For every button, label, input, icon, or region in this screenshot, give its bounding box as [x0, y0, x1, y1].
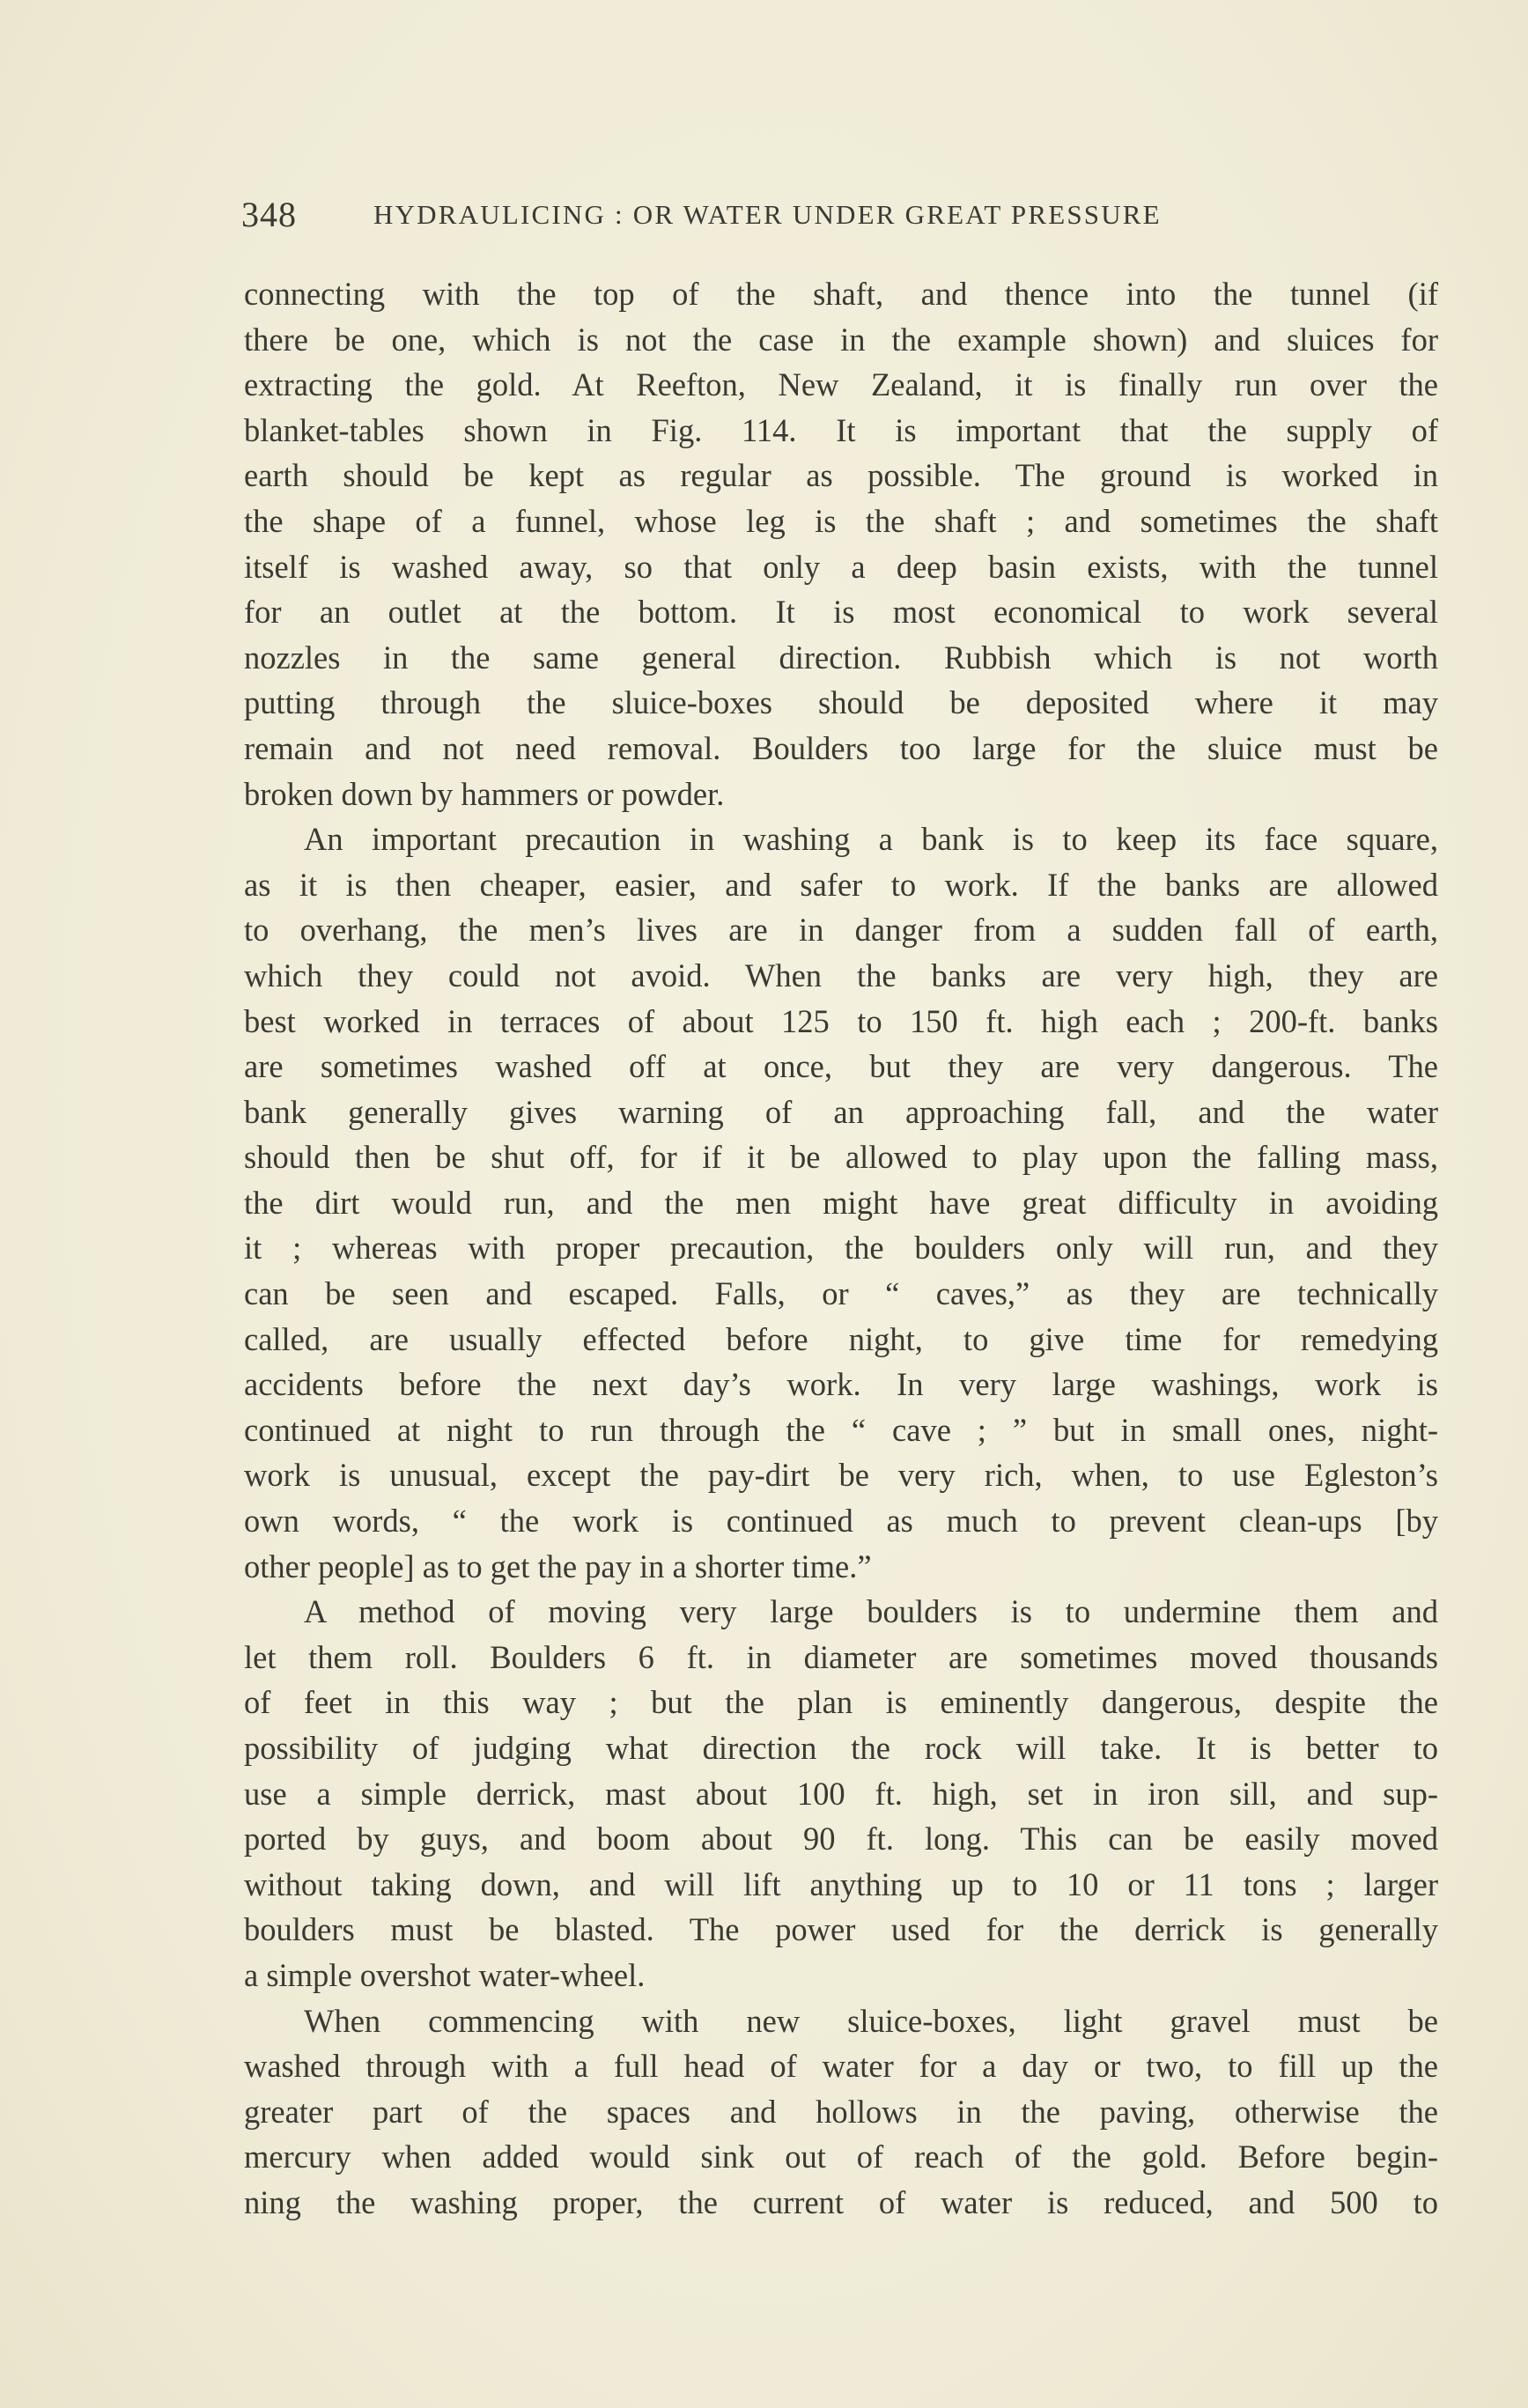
text-line: which they could not avoid. When the banks are very high, they are	[244, 957, 1438, 993]
text-line: remain and not need removal. Boulders too large for the sluice must be	[244, 729, 1438, 766]
text-line: best worked in terraces of about 125 to 150 ft. high each ; 200-ft. banks	[244, 1002, 1438, 1039]
paragraph-start-line: When commencing with new sluice-boxes, light gravel must be	[304, 2002, 1438, 2039]
text-line: as it is then cheaper, easier, and safer to work. If the banks are allowed	[244, 866, 1438, 903]
text-line: without taking down, and will lift anything up to 10 or 11 tons ; larger	[244, 1865, 1438, 1902]
text-line: ning the washing proper, the current of water is reduced, and 500 to	[244, 2183, 1438, 2220]
paragraph-start-line: A method of moving very large boulders is to undermine them and	[304, 1593, 1438, 1630]
text-line: greater part of the spaces and hollows in the paving, otherwise the	[244, 2093, 1438, 2130]
text-line: blanket-tables shown in Fig. 114. It is important that the supply of	[244, 411, 1438, 448]
text-line: mercury when added would sink out of reach of the gold. Before begin-	[244, 2138, 1438, 2175]
text-line: there be one, which is not the case in the example shown) and sluices for	[244, 321, 1438, 358]
text-line: bank generally gives warning of an approaching fall, and the water	[244, 1093, 1438, 1130]
text-line: are sometimes washed off at once, but they are very dangerous. The	[244, 1048, 1438, 1085]
body-text	[244, 271, 1438, 2226]
text-line: boulders must be blasted. The power used for the derrick is generally	[244, 1911, 1438, 1948]
text-line: of feet in this way ; but the plan is eminently dangerous, despite the	[244, 1684, 1438, 1721]
text-line: the dirt would run, and the men might have great difficulty in avoiding	[244, 1184, 1438, 1221]
text-line: use a simple derrick, mast about 100 ft. high, set in iron sill, and sup-	[244, 1775, 1438, 1812]
text-line: accidents before the next day’s work. In very large washings, work is	[244, 1366, 1438, 1403]
text-line: let them roll. Boulders 6 ft. in diameter are sometimes moved thousands	[244, 1638, 1438, 1675]
text-line: should then be shut off, for if it be allowed to play upon the falling mass,	[244, 1139, 1438, 1176]
text-line: work is unusual, except the pay-dirt be very rich, when, to use Egleston’s	[244, 1457, 1438, 1494]
text-line: nozzles in the same general direction. Rubbish which is not worth	[244, 639, 1438, 676]
text-line: washed through with a full head of water for a day or two, to fill up the	[244, 2048, 1438, 2085]
text-line: extracting the gold. At Reefton, New Zealand, it is finally run over the	[244, 366, 1438, 403]
text-line: connecting with the top of the shaft, and thence into the tunnel (if	[244, 276, 1438, 312]
text-line: itself is washed away, so that only a deep basin exists, with the tunnel	[244, 548, 1438, 585]
text-line: possibility of judging what direction the rock will take. It is better to	[244, 1730, 1438, 1766]
text-line: the shape of a funnel, whose leg is the shaft ; and sometimes the shaft	[244, 502, 1438, 539]
running-title: HYDRAULICING : OR WATER UNDER GREAT PRESSURE	[373, 199, 1162, 230]
text-line: can be seen and escaped. Falls, or “ caves,” as they are technically	[244, 1275, 1438, 1312]
text-line: other people] as to get the pay in a shorter time.”	[244, 1547, 872, 1584]
text-line: a simple overshot water-wheel.	[244, 1956, 646, 1993]
text-line: it ; whereas with proper precaution, the boulders only will run, and they	[244, 1230, 1438, 1267]
text-line: to overhang, the men’s lives are in danger from a sudden fall of earth,	[244, 912, 1438, 949]
text-line: called, are usually effected before night, to give time for remedying	[244, 1320, 1438, 1357]
text-line: broken down by hammers or powder.	[244, 775, 725, 812]
text-line: continued at night to run through the “ cave ; ” but in small ones, night-	[244, 1411, 1438, 1448]
text-line: putting through the sluice-boxes should be deposited where it may	[244, 684, 1438, 721]
paragraph-start-line: An important precaution in washing a bank is to keep its face square,	[304, 821, 1438, 858]
page-number: 348	[241, 195, 297, 234]
page-header	[241, 192, 1307, 245]
text-line: ported by guys, and boom about 90 ft. long. This can be easily moved	[244, 1821, 1438, 1858]
text-line: own words, “ the work is continued as much to prevent clean-ups [by	[244, 1503, 1438, 1540]
text-line: for an outlet at the bottom. It is most economical to work several	[244, 594, 1438, 631]
text-line: earth should be kept as regular as possible. The ground is worked in	[244, 457, 1438, 494]
